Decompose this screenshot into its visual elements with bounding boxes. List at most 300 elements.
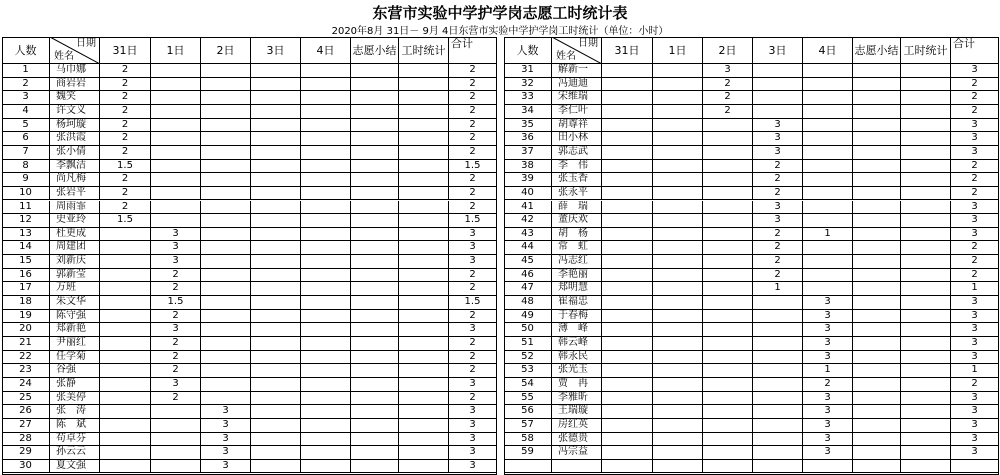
right-row-17-num: 47 xyxy=(504,282,552,296)
left-row-5-d3 xyxy=(251,119,301,133)
left-row-24-d31 xyxy=(100,378,151,392)
right-row-17-d3: 1 xyxy=(753,282,803,296)
left-header-d4: 4日 xyxy=(301,37,351,64)
left-row-2-d31: 2 xyxy=(100,78,151,92)
left-row-8-hours xyxy=(399,160,449,174)
left-row-28-d1 xyxy=(151,433,201,447)
left-row-14-total: 3 xyxy=(449,241,497,255)
right-row-24-d3 xyxy=(753,378,803,392)
right-row-17-hours xyxy=(901,282,951,296)
left-row-27-total: 3 xyxy=(449,419,497,433)
left-row-22-d31 xyxy=(100,351,151,365)
left-row-11-d31: 2 xyxy=(100,201,151,215)
right-row-18-d1 xyxy=(653,296,703,310)
right-row-1-summary xyxy=(853,64,901,78)
left-header-date-name xyxy=(50,37,100,64)
right-row-30-d1 xyxy=(653,460,703,474)
right-row-2-d4 xyxy=(803,78,853,92)
right-row-2-d31 xyxy=(602,78,653,92)
right-row-4-d2: 2 xyxy=(703,105,753,119)
right-row-10-total: 2 xyxy=(951,187,999,201)
right-row-11-d4 xyxy=(803,201,853,215)
left-row-26-d4 xyxy=(301,405,351,419)
left-row-9-name: 尚凡梅 xyxy=(50,173,100,187)
left-row-2-d1 xyxy=(151,78,201,92)
right-row-14-total: 2 xyxy=(951,241,999,255)
left-row-18-num: 18 xyxy=(2,296,50,310)
left-row-12-hours xyxy=(399,214,449,228)
left-row-2-hours xyxy=(399,78,449,92)
left-row-10-d2 xyxy=(201,187,251,201)
right-header-summary: 志愿小结 xyxy=(853,37,901,64)
right-row-27-summary xyxy=(853,419,901,433)
right-header-date-name xyxy=(552,37,602,64)
left-row-26-d31 xyxy=(100,405,151,419)
right-row-3-d1 xyxy=(653,91,703,105)
right-row-13-hours xyxy=(901,228,951,242)
left-header-d2: 2日 xyxy=(201,37,251,64)
left-row-1-hours xyxy=(399,64,449,78)
left-row-20-num: 20 xyxy=(2,323,50,337)
left-row-13-d4 xyxy=(301,228,351,242)
right-row-5-d3: 3 xyxy=(753,119,803,133)
left-row-27-d4 xyxy=(301,419,351,433)
left-row-18-summary xyxy=(351,296,399,310)
right-row-27-d3 xyxy=(753,419,803,433)
left-row-6-d4 xyxy=(301,132,351,146)
right-row-27-d4: 3 xyxy=(803,419,853,433)
right-row-26-d1 xyxy=(653,405,703,419)
left-row-9-d1 xyxy=(151,173,201,187)
left-row-11-name: 周雨霏 xyxy=(50,201,100,215)
right-row-29-d31 xyxy=(602,446,653,460)
left-row-14-name: 周建团 xyxy=(50,241,100,255)
right-row-11-summary xyxy=(853,201,901,215)
left-row-9-num: 9 xyxy=(2,173,50,187)
left-row-11-d2 xyxy=(201,201,251,215)
left-row-10-summary xyxy=(351,187,399,201)
right-row-4-total: 2 xyxy=(951,105,999,119)
right-row-25-hours xyxy=(901,392,951,406)
left-row-7-d4 xyxy=(301,146,351,160)
right-row-30-d4 xyxy=(803,460,853,474)
right-row-14-d31 xyxy=(602,241,653,255)
right-row-17-d2 xyxy=(703,282,753,296)
left-row-23-d2 xyxy=(201,364,251,378)
left-row-16-d1: 2 xyxy=(151,269,201,283)
right-row-4-d31 xyxy=(602,105,653,119)
right-row-6-total: 3 xyxy=(951,132,999,146)
right-row-6-d2 xyxy=(703,132,753,146)
left-row-5-d31: 2 xyxy=(100,119,151,133)
left-row-24-summary xyxy=(351,378,399,392)
right-row-30-total xyxy=(951,460,999,474)
right-row-11-d2 xyxy=(703,201,753,215)
right-row-13-total: 3 xyxy=(951,228,999,242)
right-row-28-total: 3 xyxy=(951,433,999,447)
left-row-15-summary xyxy=(351,255,399,269)
right-row-8-d31 xyxy=(602,160,653,174)
left-row-25-d31 xyxy=(100,392,151,406)
right-row-19-d4: 3 xyxy=(803,310,853,324)
right-row-21-d2 xyxy=(703,337,753,351)
left-row-26-d1 xyxy=(151,405,201,419)
right-row-5-summary xyxy=(853,119,901,133)
left-row-21-d2 xyxy=(201,337,251,351)
right-row-29-hours xyxy=(901,446,951,460)
right-row-23-d3 xyxy=(753,364,803,378)
right-row-22-d1 xyxy=(653,351,703,365)
left-row-1-d3 xyxy=(251,64,301,78)
left-row-4-d31: 2 xyxy=(100,105,151,119)
left-row-26-d3 xyxy=(251,405,301,419)
left-row-29-name: 孙云云 xyxy=(50,446,100,460)
right-row-29-d4: 3 xyxy=(803,446,853,460)
left-row-12-d1 xyxy=(151,214,201,228)
left-row-26-num: 26 xyxy=(2,405,50,419)
right-row-2-d1 xyxy=(653,78,703,92)
left-header-total: 合计 xyxy=(449,37,497,64)
right-row-22-summary xyxy=(853,351,901,365)
right-row-21-summary xyxy=(853,337,901,351)
left-row-19-num: 19 xyxy=(2,310,50,324)
right-row-12-d3: 3 xyxy=(753,214,803,228)
left-row-20-total: 3 xyxy=(449,323,497,337)
right-row-9-d3: 2 xyxy=(753,173,803,187)
left-row-1-d2 xyxy=(201,64,251,78)
left-row-30-name: 夏文强 xyxy=(50,460,100,474)
right-row-10-hours xyxy=(901,187,951,201)
left-row-23-total: 2 xyxy=(449,364,497,378)
right-row-2-d2: 2 xyxy=(703,78,753,92)
left-row-4-name: 许文义 xyxy=(50,105,100,119)
left-row-29-d4 xyxy=(301,446,351,460)
right-header-d4: 4日 xyxy=(803,37,853,64)
right-row-21-d1 xyxy=(653,337,703,351)
left-row-10-d1 xyxy=(151,187,201,201)
left-row-4-d1 xyxy=(151,105,201,119)
right-row-17-d31 xyxy=(602,282,653,296)
left-row-21-name: 尹丽红 xyxy=(50,337,100,351)
right-row-5-d1 xyxy=(653,119,703,133)
right-row-24-d2 xyxy=(703,378,753,392)
left-row-19-name: 陈守强 xyxy=(50,310,100,324)
right-row-2-hours xyxy=(901,78,951,92)
right-row-10-name: 张永平 xyxy=(552,187,602,201)
left-row-5-d4 xyxy=(301,119,351,133)
right-row-26-d2 xyxy=(703,405,753,419)
left-row-23-summary xyxy=(351,364,399,378)
left-row-25-num: 25 xyxy=(2,392,50,406)
left-row-28-summary xyxy=(351,433,399,447)
left-header-num: 人数 xyxy=(2,37,50,64)
right-row-4-d4 xyxy=(803,105,853,119)
right-row-22-total: 3 xyxy=(951,351,999,365)
right-row-3-d4 xyxy=(803,91,853,105)
left-row-6-d31: 2 xyxy=(100,132,151,146)
left-row-11-d4 xyxy=(301,201,351,215)
left-row-18-d4 xyxy=(301,296,351,310)
right-row-9-d4 xyxy=(803,173,853,187)
left-row-18-d3 xyxy=(251,296,301,310)
left-row-5-total: 2 xyxy=(449,119,497,133)
right-row-20-summary xyxy=(853,323,901,337)
left-row-16-d2 xyxy=(201,269,251,283)
left-row-11-hours xyxy=(399,201,449,215)
right-row-20-num: 50 xyxy=(504,323,552,337)
right-row-26-hours xyxy=(901,405,951,419)
right-row-17-name: 郑明慧 xyxy=(552,282,602,296)
right-row-3-total: 2 xyxy=(951,91,999,105)
left-row-2-summary xyxy=(351,78,399,92)
right-row-7-num: 37 xyxy=(504,146,552,160)
right-row-27-d2 xyxy=(703,419,753,433)
right-row-5-num: 35 xyxy=(504,119,552,133)
left-row-19-d2 xyxy=(201,310,251,324)
right-row-25-total: 3 xyxy=(951,392,999,406)
left-row-18-total: 1.5 xyxy=(449,296,497,310)
left-row-30-d1 xyxy=(151,460,201,474)
right-row-11-hours xyxy=(901,201,951,215)
left-row-5-d1 xyxy=(151,119,201,133)
left-row-9-d3 xyxy=(251,173,301,187)
left-row-6-total: 2 xyxy=(449,132,497,146)
left-row-14-hours xyxy=(399,241,449,255)
right-row-29-name: 冯宗益 xyxy=(552,446,602,460)
right-row-22-d4: 3 xyxy=(803,351,853,365)
right-row-26-total: 3 xyxy=(951,405,999,419)
right-row-13-d3: 2 xyxy=(753,228,803,242)
right-row-17-d4 xyxy=(803,282,853,296)
right-row-19-summary xyxy=(853,310,901,324)
left-row-19-d31 xyxy=(100,310,151,324)
right-row-12-d31 xyxy=(602,214,653,228)
left-row-3-summary xyxy=(351,91,399,105)
right-row-18-d2 xyxy=(703,296,753,310)
left-row-14-d2 xyxy=(201,241,251,255)
right-row-28-d2 xyxy=(703,433,753,447)
right-row-27-total: 3 xyxy=(951,419,999,433)
left-row-22-total: 2 xyxy=(449,351,497,365)
left-row-10-d31: 2 xyxy=(100,187,151,201)
right-row-7-d2 xyxy=(703,146,753,160)
left-header-name-label: 姓名 xyxy=(54,51,74,62)
left-row-21-summary xyxy=(351,337,399,351)
right-row-12-d1 xyxy=(653,214,703,228)
left-row-17-d1: 2 xyxy=(151,282,201,296)
right-row-16-total: 2 xyxy=(951,269,999,283)
left-row-27-d1 xyxy=(151,419,201,433)
right-row-2-total: 2 xyxy=(951,78,999,92)
left-row-27-name: 陈 斌 xyxy=(50,419,100,433)
left-row-15-num: 15 xyxy=(2,255,50,269)
left-row-3-d3 xyxy=(251,91,301,105)
right-row-9-d2 xyxy=(703,173,753,187)
right-row-22-d31 xyxy=(602,351,653,365)
right-row-27-num: 57 xyxy=(504,419,552,433)
right-row-25-num: 55 xyxy=(504,392,552,406)
right-row-12-d2 xyxy=(703,214,753,228)
left-row-7-num: 7 xyxy=(2,146,50,160)
right-row-7-name: 郭志武 xyxy=(552,146,602,160)
left-row-13-num: 13 xyxy=(2,228,50,242)
left-row-22-name: 任学菊 xyxy=(50,351,100,365)
left-row-29-d1 xyxy=(151,446,201,460)
left-row-19-total: 2 xyxy=(449,310,497,324)
left-row-3-d1 xyxy=(151,91,201,105)
right-row-3-hours xyxy=(901,91,951,105)
left-row-30-d31 xyxy=(100,460,151,474)
right-row-3-summary xyxy=(853,91,901,105)
left-row-28-d31 xyxy=(100,433,151,447)
left-row-23-d4 xyxy=(301,364,351,378)
left-row-8-summary xyxy=(351,160,399,174)
left-row-17-d4 xyxy=(301,282,351,296)
right-row-16-d1 xyxy=(653,269,703,283)
left-row-23-name: 谷强 xyxy=(50,364,100,378)
right-row-21-d4: 3 xyxy=(803,337,853,351)
right-row-2-d3 xyxy=(753,78,803,92)
left-row-9-summary xyxy=(351,173,399,187)
right-row-1-d4 xyxy=(803,64,853,78)
left-row-7-hours xyxy=(399,146,449,160)
right-row-20-d2 xyxy=(703,323,753,337)
right-row-24-d4: 2 xyxy=(803,378,853,392)
left-row-10-num: 10 xyxy=(2,187,50,201)
right-row-5-d4 xyxy=(803,119,853,133)
left-row-26-total: 3 xyxy=(449,405,497,419)
left-row-5-name: 杨珂璇 xyxy=(50,119,100,133)
left-row-15-d1: 3 xyxy=(151,255,201,269)
left-row-29-num: 29 xyxy=(2,446,50,460)
left-row-22-d1: 2 xyxy=(151,351,201,365)
right-row-11-num: 41 xyxy=(504,201,552,215)
left-row-16-name: 郭新莹 xyxy=(50,269,100,283)
left-row-3-hours xyxy=(399,91,449,105)
left-row-11-summary xyxy=(351,201,399,215)
left-row-6-d3 xyxy=(251,132,301,146)
right-row-25-d4: 3 xyxy=(803,392,853,406)
right-row-19-total: 3 xyxy=(951,310,999,324)
left-row-25-total: 2 xyxy=(449,392,497,406)
right-row-10-d2 xyxy=(703,187,753,201)
left-row-25-d4 xyxy=(301,392,351,406)
left-row-21-hours xyxy=(399,337,449,351)
left-row-24-total: 3 xyxy=(449,378,497,392)
right-row-20-d1 xyxy=(653,323,703,337)
left-row-17-d31 xyxy=(100,282,151,296)
right-row-14-hours xyxy=(901,241,951,255)
left-row-4-d2 xyxy=(201,105,251,119)
right-row-21-num: 51 xyxy=(504,337,552,351)
left-row-7-d1 xyxy=(151,146,201,160)
right-row-25-name: 李雅昕 xyxy=(552,392,602,406)
right-row-9-total: 2 xyxy=(951,173,999,187)
right-row-28-hours xyxy=(901,433,951,447)
left-row-4-d3 xyxy=(251,105,301,119)
right-row-13-num: 43 xyxy=(504,228,552,242)
right-row-7-summary xyxy=(853,146,901,160)
left-row-20-d2 xyxy=(201,323,251,337)
left-row-22-d4 xyxy=(301,351,351,365)
left-row-29-total: 3 xyxy=(449,446,497,460)
left-row-21-num: 21 xyxy=(2,337,50,351)
right-row-11-d31 xyxy=(602,201,653,215)
left-row-19-hours xyxy=(399,310,449,324)
left-row-18-d1: 1.5 xyxy=(151,296,201,310)
left-row-19-d4 xyxy=(301,310,351,324)
left-row-28-d2: 3 xyxy=(201,433,251,447)
right-row-23-total: 1 xyxy=(951,364,999,378)
left-row-5-num: 5 xyxy=(2,119,50,133)
right-row-18-summary xyxy=(853,296,901,310)
right-row-18-total: 3 xyxy=(951,296,999,310)
right-row-28-num: 58 xyxy=(504,433,552,447)
left-row-10-total: 2 xyxy=(449,187,497,201)
left-row-17-summary xyxy=(351,282,399,296)
right-row-15-summary xyxy=(853,255,901,269)
left-row-15-hours xyxy=(399,255,449,269)
left-row-20-d1: 3 xyxy=(151,323,201,337)
left-row-1-d4 xyxy=(301,64,351,78)
right-row-6-d31 xyxy=(602,132,653,146)
right-row-26-summary xyxy=(853,405,901,419)
right-row-21-name: 韩云峰 xyxy=(552,337,602,351)
right-row-8-d2 xyxy=(703,160,753,174)
right-row-26-d3 xyxy=(753,405,803,419)
left-row-9-d2 xyxy=(201,173,251,187)
right-row-8-name: 李 伟 xyxy=(552,160,602,174)
left-row-24-d1: 3 xyxy=(151,378,201,392)
right-row-6-num: 36 xyxy=(504,132,552,146)
left-row-13-d1: 3 xyxy=(151,228,201,242)
right-header-d1: 1日 xyxy=(653,37,703,64)
right-row-19-d2 xyxy=(703,310,753,324)
left-row-24-d2 xyxy=(201,378,251,392)
left-row-20-d31 xyxy=(100,323,151,337)
right-row-3-d2: 2 xyxy=(703,91,753,105)
left-row-12-d4 xyxy=(301,214,351,228)
right-row-8-total: 2 xyxy=(951,160,999,174)
left-row-25-d1: 2 xyxy=(151,392,201,406)
right-row-12-hours xyxy=(901,214,951,228)
left-row-6-hours xyxy=(399,132,449,146)
right-row-10-summary xyxy=(853,187,901,201)
right-row-1-hours xyxy=(901,64,951,78)
left-row-11-num: 11 xyxy=(2,201,50,215)
left-row-8-num: 8 xyxy=(2,160,50,174)
right-row-14-d3: 2 xyxy=(753,241,803,255)
left-row-17-d3 xyxy=(251,282,301,296)
right-row-5-hours xyxy=(901,119,951,133)
left-row-4-hours xyxy=(399,105,449,119)
left-row-17-total: 2 xyxy=(449,282,497,296)
right-row-18-d3 xyxy=(753,296,803,310)
right-row-8-summary xyxy=(853,160,901,174)
right-row-15-d4 xyxy=(803,255,853,269)
left-row-27-num: 27 xyxy=(2,419,50,433)
right-row-18-num: 48 xyxy=(504,296,552,310)
left-row-27-d3 xyxy=(251,419,301,433)
right-row-30-summary xyxy=(853,460,901,474)
right-row-23-summary xyxy=(853,364,901,378)
right-row-28-name: 张德贵 xyxy=(552,433,602,447)
right-row-15-d31 xyxy=(602,255,653,269)
right-row-16-hours xyxy=(901,269,951,283)
right-row-8-d1 xyxy=(653,160,703,174)
right-row-22-d3 xyxy=(753,351,803,365)
right-row-25-d31 xyxy=(602,392,653,406)
